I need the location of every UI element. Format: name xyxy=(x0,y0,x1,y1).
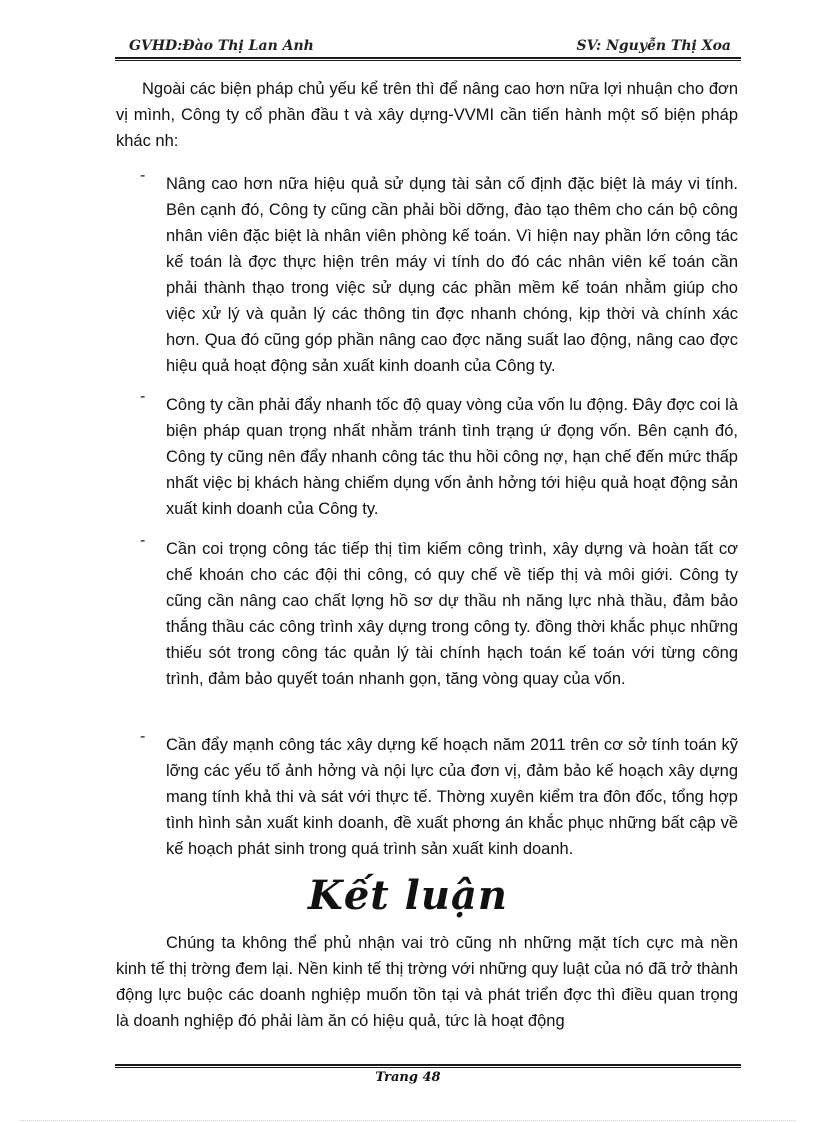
student-label: SV: Nguyễn Thị Xoa xyxy=(576,38,731,54)
list-item: Nâng cao hơn nữa hiệu quả sử dụng tài sản cố định đặc biệt là máy vi tính. Bên cạnh đó, Công ty cũng cần phải bồi dỡng, đào tạo thêm cho cán bộ công nhân viên đặc biệt là nhân viên phòng kế toán. Vì hiện nay phần lớn công tác kế toán là đợc thực hiện trên máy vi tính do đó các nhân viên kế toán cần phải thành thạo trong việc sử dụng các phần mềm kế toán nhằm giúp cho việc xử lý và quản lý các thông tin đợc nhanh chóng, kịp thời và chính xác hơn. Qua đó cũng góp phần nâng cao đợc năng suất lao động, nâng cao đợc hiệu quả hoạt động sản xuất kinh doanh của Công ty. xyxy=(166,175,738,375)
footer-rule-thin xyxy=(115,1067,741,1068)
bullet-marker: - xyxy=(140,388,146,405)
supervisor-label: GVHD:Đào Thị Lan Anh xyxy=(129,38,314,54)
page-header xyxy=(115,38,741,58)
bullet-marker: - xyxy=(140,728,146,745)
header-rule-thin xyxy=(115,60,741,61)
page-number: Trang 48 xyxy=(375,1070,441,1085)
header-rule xyxy=(115,57,741,59)
bullet-marker: - xyxy=(140,532,146,549)
list-item: Cần coi trọng công tác tiếp thị tìm kiếm công trình, xây dựng và hoàn tất cơ chế khoán cho các đội thi công, có quy chế về tiếp thị và môi giới. Công ty cũng cần nâng cao chất lợng hồ sơ dự thầu nh năng lực nhà thầu, đảm bảo thắng thầu các công trình xây dựng trong công ty. đồng thời khắc phục những thiếu sót trong công tác quản lý tài chính hạch toán kế toán với từng công trình, đảm bảo quyết toán nhanh gọn, tăng vòng quay của vốn. xyxy=(166,540,738,688)
footer-rule xyxy=(115,1064,741,1066)
intro-paragraph: Ngoài các biện pháp chủ yếu kể trên thì để nâng cao hơn nữa lợi nhuận cho đơn vị mình, Công ty cổ phần đầu t và xây dựng-VVMI cần tiến hành một số biện pháp khác nh: xyxy=(116,80,738,150)
conclusion-paragraph: Chúng ta không thể phủ nhận vai trò cũng nh những mặt tích cực mà nền kinh tế thị trờng đem lại. Nền kinh tế thị trờng với những quy luật của nó đã trở thành động lực buộc các doanh nghiệp muốn tồn tại và phát triển đợc thì điều quan trọng là doanh nghiệp đó phải làm ăn có hiệu quả, tức là hoạt động xyxy=(116,934,738,1030)
list-item: Công ty cần phải đẩy nhanh tốc độ quay vòng của vốn lu động. Đây đợc coi là biện pháp quan trọng nhất nhằm tránh tình trạng ứ đọng vốn. Bên cạnh đó, Công ty cũng nên đẩy nhanh công tác thu hồi công nợ, hạn chế đến mức thấp nhất việc bị khách hàng chiếm dụng vốn ảnh hởng tới hiệu quả hoạt động sản xuất kinh doanh của Công ty. xyxy=(166,396,738,518)
list-item: Cần đẩy mạnh công tác xây dựng kế hoạch năm 2011 trên cơ sở tính toán kỹ lỡng các yếu tố ảnh hởng và nội lực của đơn vị, đảm bảo kế hoạch xây dựng mang tính khả thi và sát với thực tế. Thờng xuyên kiểm tra đôn đốc, tổng hợp tình hình sản xuất kinh doanh, đề xuất phơng án khắc phục những bất cập về kế hoạch phát sinh trong quá trình sản xuất kinh doanh. xyxy=(166,736,738,858)
page-bottom-divider xyxy=(20,1120,796,1121)
conclusion-heading: Kết luận xyxy=(308,872,508,919)
bullet-marker: - xyxy=(140,167,146,184)
